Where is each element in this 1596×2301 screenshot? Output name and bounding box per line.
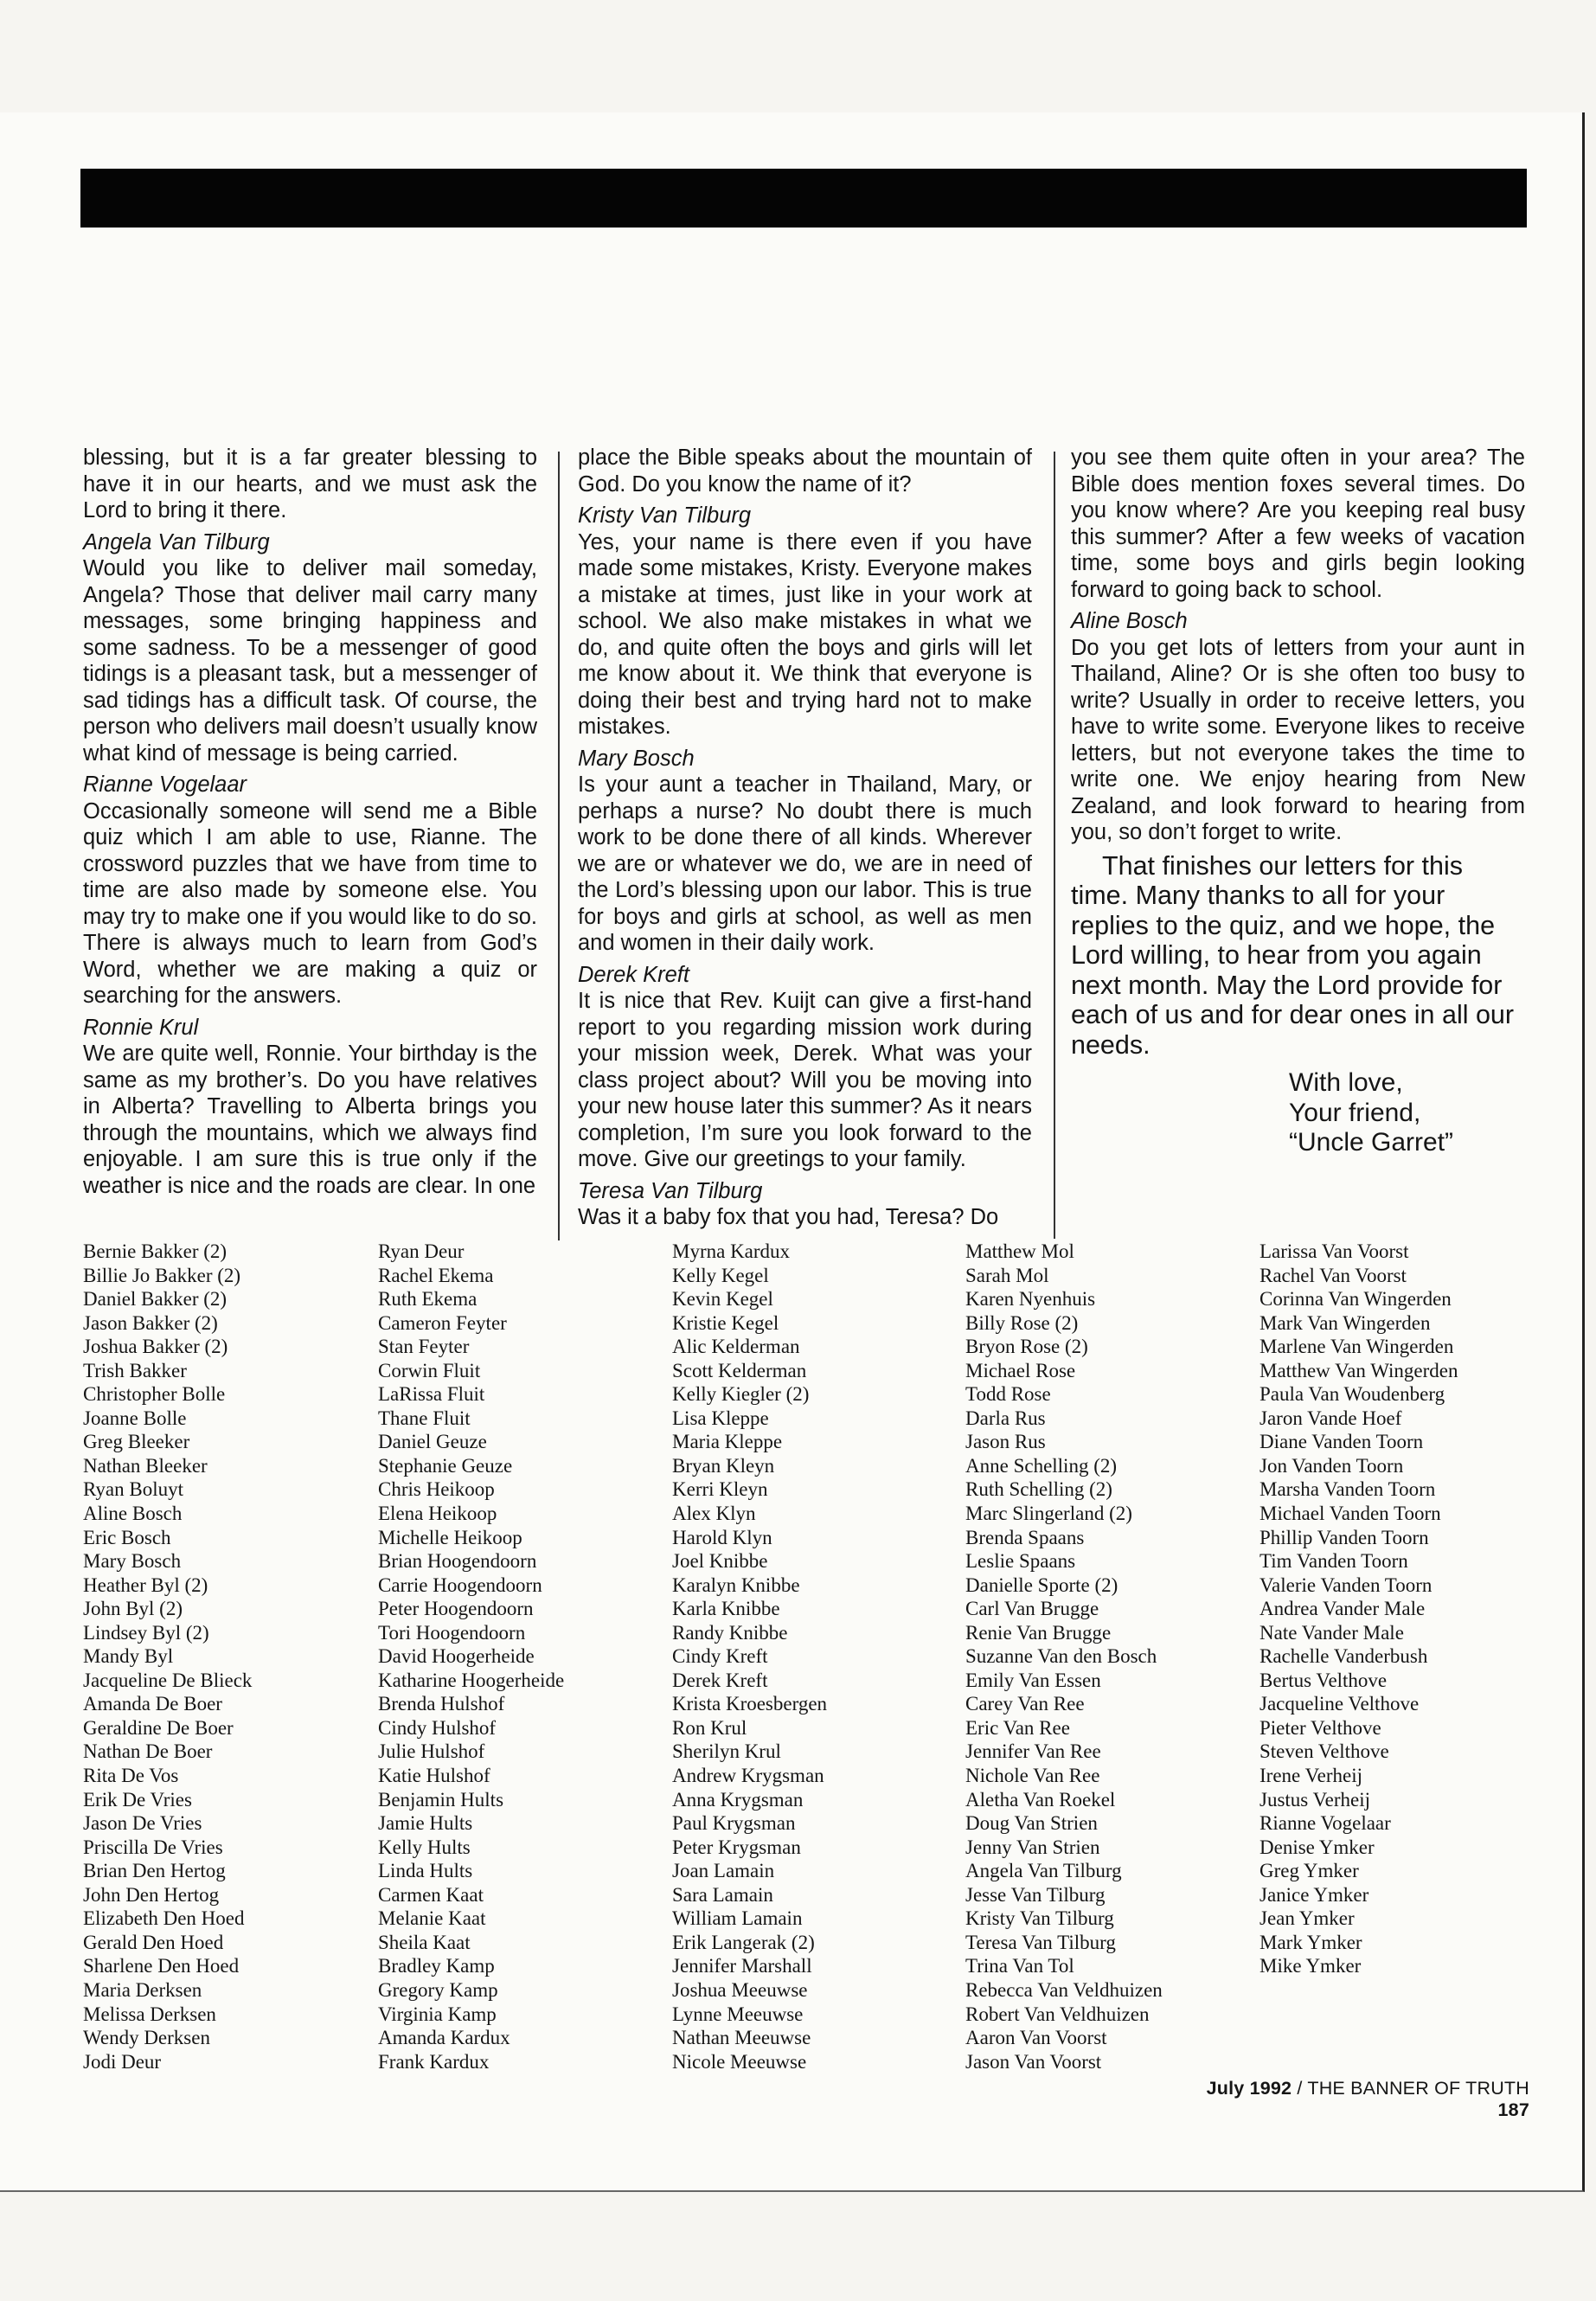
participant-name: Sarah Mol	[965, 1264, 1049, 1286]
participant-name: Rachel Van Voorst	[1259, 1264, 1407, 1286]
participant-name: Stan Feyter	[378, 1336, 470, 1358]
participant-name: Kristie Kegel	[672, 1311, 779, 1334]
participant-name: Joel Knibbe	[672, 1550, 768, 1573]
letter-recipient-name: Teresa Van Tilburg	[578, 1178, 763, 1203]
participant-name: Bradley Kamp	[378, 1955, 495, 1977]
participant-name: Jesse Van Tilburg	[965, 1883, 1106, 1906]
participant-name: Larissa Van Voorst	[1259, 1240, 1409, 1262]
participant-name: Daniel Bakker (2)	[83, 1288, 228, 1311]
participant-name: Kerri Kleyn	[672, 1478, 768, 1501]
participant-name: John Byl (2)	[83, 1598, 183, 1620]
letter-recipient-name: Angela Van Tilburg	[83, 529, 270, 554]
names-column-2	[378, 1240, 672, 2073]
participant-name: Linda Hults	[378, 1860, 473, 1882]
participant-name: Nathan Meeuwse	[672, 2027, 811, 2049]
participant-name: Sharlene Den Hoed	[83, 1955, 240, 1977]
participant-name: Karla Knibbe	[672, 1598, 780, 1620]
letters-column-2	[578, 445, 1032, 1236]
names-column-4	[965, 1240, 1259, 2073]
participant-name: Karalyn Knibbe	[672, 1574, 800, 1596]
participant-name: Jason De Vries	[83, 1812, 202, 1835]
participant-name: Janice Ymker	[1259, 1883, 1369, 1906]
participant-name: Diane Vanden Toorn	[1259, 1431, 1424, 1453]
participant-name: Trina Van Tol	[965, 1955, 1074, 1977]
participant-name: Erik Langerak (2)	[672, 1931, 815, 1953]
publication-name: THE BANNER OF TRUTH	[1307, 2078, 1529, 2099]
letter-recipient-name: Ronnie Krul	[83, 1015, 199, 1040]
participant-name: Todd Rose	[965, 1383, 1051, 1406]
participant-name: Rachelle Vanderbush	[1259, 1645, 1428, 1668]
participant-name: Joshua Meeuwse	[672, 1978, 808, 2001]
participant-name: Katie Hulshof	[378, 1765, 490, 1787]
participant-name: Jodi Deur	[83, 2050, 162, 2073]
participant-name: Eric Bosch	[83, 1526, 171, 1548]
participant-name: Kelly Kiegler (2)	[672, 1383, 810, 1406]
participant-name: Derek Kreft	[672, 1669, 768, 1691]
participant-name: Carrie Hoogendoorn	[378, 1574, 542, 1596]
participant-name: Chris Heikoop	[378, 1478, 495, 1501]
letter-recipient-name: Derek Kreft	[578, 962, 689, 987]
participant-name: Emily Van Essen	[965, 1669, 1101, 1691]
participant-name: Lindsey Byl (2)	[83, 1621, 209, 1644]
participant-name: Greg Ymker	[1259, 1860, 1359, 1882]
participant-name: Virginia Kamp	[378, 2003, 497, 2025]
participant-name: Carmen Kaat	[378, 1883, 484, 1906]
participant-name: Bernie Bakker (2)	[83, 1240, 228, 1262]
participant-name: Nathan Bleeker	[83, 1454, 208, 1477]
participant-name: Phillip Vanden Toorn	[1259, 1526, 1429, 1548]
participant-name: Ryan Deur	[378, 1240, 465, 1262]
participant-name: Suzanne Van den Bosch	[965, 1645, 1157, 1668]
participant-name: Leslie Spaans	[965, 1550, 1076, 1573]
closing-paragraph: That finishes our letters for this time. Many thanks to all for your replies to the quiz, and we hope, the Lord willing, to hear from you again next month. May the Lord provide for each of us and for dear ones in all our needs.	[1071, 850, 1515, 1060]
participant-name: William Lamain	[672, 1907, 803, 1930]
participant-name: Karen Nyenhuis	[965, 1288, 1096, 1311]
participant-name: Maria Derksen	[83, 1978, 202, 2001]
participant-name: Angela Van Tilburg	[965, 1860, 1122, 1882]
participant-name: Jean Ymker	[1259, 1907, 1355, 1930]
participant-name: Corwin Fluit	[378, 1359, 481, 1381]
participant-name: Brian Den Hertog	[83, 1860, 226, 1882]
participant-name: Nate Vander Male	[1259, 1621, 1404, 1644]
participant-name: Bryon Rose (2)	[965, 1336, 1088, 1358]
participant-name: Denise Ymker	[1259, 1836, 1375, 1858]
letter-reply: Would you like to deliver mail someday, Angela? Those that deliver mail carry many messages, some bringing happiness and some sadness. To be a messenger of good tidings is a pleasant task, but a messenger of sad tidings has a difficult task. Of course, the person who delivers mail doesn’t usually know what kind of message is being carried.	[83, 556, 537, 766]
participant-name: Thane Fluit	[378, 1407, 471, 1429]
participant-name: Mary Bosch	[83, 1550, 182, 1573]
participant-name: Erik De Vries	[83, 1788, 192, 1811]
participant-name: Matthew Mol	[965, 1240, 1074, 1262]
participant-name: Cindy Hulshof	[378, 1716, 497, 1739]
participant-name: Cindy Kreft	[672, 1645, 768, 1668]
participant-name: Harold Klyn	[672, 1526, 772, 1548]
participant-name: Amanda De Boer	[83, 1693, 222, 1715]
participant-name: Myrna Kardux	[672, 1240, 791, 1262]
participant-name: Sherilyn Krul	[672, 1740, 781, 1763]
participant-name: Marc Slingerland (2)	[965, 1503, 1132, 1525]
participant-name: Aletha Van Roekel	[965, 1788, 1116, 1811]
participant-name: Gerald Den Hoed	[83, 1931, 224, 1953]
participant-name: Teresa Van Tilburg	[965, 1931, 1116, 1953]
participant-name: Mark Van Wingerden	[1259, 1311, 1431, 1334]
participant-name: Jacqueline De Blieck	[83, 1669, 253, 1691]
participant-name: Daniel Geuze	[378, 1431, 487, 1453]
letter-reply: Is your aunt a teacher in Thailand, Mary, or perhaps a nurse? No doubt there is much work to be done there of all kinds. Wherever we are or whatever we do, we are in need of the Lord’s blessing upon our labor. This is true for boys and girls at school, as well as men and women in their daily work.	[578, 772, 1032, 955]
participant-name: Michael Vanden Toorn	[1259, 1503, 1441, 1525]
participant-name: Stephanie Geuze	[378, 1454, 513, 1477]
participant-name: Jason Rus	[965, 1431, 1046, 1453]
participant-name: Nathan De Boer	[83, 1740, 213, 1763]
participant-name: Marlene Van Wingerden	[1259, 1336, 1454, 1358]
letter-reply: We are quite well, Ronnie. Your birthday is the same as my brother’s. Do you have relatives in Alberta? Travelling to Alberta brings you through the mountains, which we always find enjoyable. I am sure this is true only if the weather is nice and the roads are clear. In one	[83, 1042, 537, 1198]
participant-name: Nicole Meeuwse	[672, 2050, 807, 2073]
participant-name: Peter Hoogendoorn	[378, 1598, 534, 1620]
participant-name: Bryan Kleyn	[672, 1454, 775, 1477]
participant-name: Lynne Meeuwse	[672, 2003, 804, 2025]
letter-reply: Was it a baby fox that you had, Teresa? Do	[578, 1205, 999, 1229]
letter-recipient-name: Rianne Vogelaar	[83, 772, 247, 797]
participant-name: Rita De Vos	[83, 1765, 179, 1787]
letter-recipient-name: Mary Bosch	[578, 746, 695, 771]
participant-name: Billie Jo Bakker (2)	[83, 1264, 241, 1286]
participant-name: Michelle Heikoop	[378, 1526, 522, 1548]
letters-column-3	[1071, 445, 1525, 1158]
participant-name: Wendy Derksen	[83, 2027, 210, 2049]
participant-name: Pieter Velthove	[1259, 1716, 1381, 1739]
letter-recipient-name: Kristy Van Tilburg	[578, 503, 752, 528]
participant-name: Alic Kelderman	[672, 1336, 800, 1358]
signoff-line: “Uncle Garret”	[1289, 1128, 1454, 1157]
participant-name: Mark Ymker	[1259, 1931, 1362, 1953]
participant-name: Benjamin Hults	[378, 1788, 504, 1811]
participant-name: Matthew Van Wingerden	[1259, 1359, 1458, 1381]
participant-name: Paula Van Woudenberg	[1259, 1383, 1445, 1406]
participant-name: Ryan Boluyt	[83, 1478, 183, 1501]
participant-name: Anne Schelling (2)	[965, 1454, 1118, 1477]
issue-date: July 1992	[1206, 2078, 1292, 2099]
letters-column-1	[83, 445, 537, 1204]
footer-separator: /	[1292, 2078, 1308, 2099]
participant-name: Tim Vanden Toorn	[1259, 1550, 1408, 1573]
participant-name: Julie Hulshof	[378, 1740, 485, 1763]
participant-name: Robert Van Veldhuizen	[965, 2003, 1150, 2025]
participant-name: Aaron Van Voorst	[965, 2027, 1107, 2049]
continued-paragraph: blessing, but it is a far greater blessing to have it in our hearts, and we must ask the Lord to bring it there.	[83, 445, 537, 522]
participant-name: Joshua Bakker (2)	[83, 1336, 228, 1358]
participant-name: Jenny Van Strien	[965, 1836, 1100, 1858]
participant-name: Trish Bakker	[83, 1359, 187, 1381]
continued-paragraph: you see them quite often in your area? The Bible does mention foxes several times. Do you know where? Are you keeping real busy this summer? After a few weeks of vacation time, some boys and girls begin looking forward to going back to school.	[1071, 445, 1525, 602]
participant-name: Joanne Bolle	[83, 1407, 187, 1429]
participant-name: Jaron Vande Hoef	[1259, 1407, 1402, 1429]
names-column-1	[83, 1240, 377, 2073]
participant-name: Maria Kleppe	[672, 1431, 783, 1453]
participant-name: Aline Bosch	[83, 1503, 183, 1525]
participant-name: Melissa Derksen	[83, 2003, 216, 2025]
participant-name: Ruth Ekema	[378, 1288, 478, 1311]
participant-name: Kevin Kegel	[672, 1288, 773, 1311]
signoff-line: With love,	[1289, 1068, 1403, 1097]
participant-name: John Den Hertog	[83, 1883, 220, 1906]
participant-name: Danielle Sporte (2)	[965, 1574, 1118, 1596]
participant-name: Scott Kelderman	[672, 1359, 807, 1381]
participant-name: Greg Bleeker	[83, 1431, 190, 1453]
participant-name: Brenda Hulshof	[378, 1693, 505, 1715]
participant-name: Doug Van Strien	[965, 1812, 1098, 1835]
participant-name: Melanie Kaat	[378, 1907, 486, 1930]
participant-name: Michael Rose	[965, 1359, 1076, 1381]
participant-name: Renie Van Brugge	[965, 1621, 1112, 1644]
participant-name: Jason Van Voorst	[965, 2050, 1102, 2073]
participant-name: Brenda Spaans	[965, 1526, 1085, 1548]
participant-name: Christopher Bolle	[83, 1383, 226, 1406]
letter-reply: Occasionally someone will send me a Bible quiz which I am able to use, Rianne. The crossword puzzles that we have from time to time are also made by someone else. You may try to make one if you would like to do so. There is always much to learn from God’s Word, whether we are making a quiz or searching for the answers.	[83, 798, 537, 1008]
participant-name: Jennifer Marshall	[672, 1955, 812, 1977]
participant-name: Andrew Krygsman	[672, 1765, 824, 1787]
participant-name: Sheila Kaat	[378, 1931, 471, 1953]
participant-name: Amanda Kardux	[378, 2027, 510, 2049]
participant-name: Sara Lamain	[672, 1883, 773, 1906]
names-column-5	[1259, 1240, 1554, 1978]
participant-name: Carl Van Brugge	[965, 1598, 1099, 1620]
participant-name: Ron Krul	[672, 1716, 747, 1739]
participant-name: Jason Bakker (2)	[83, 1311, 218, 1334]
participant-name: Randy Knibbe	[672, 1621, 788, 1644]
participant-name: Kelly Kegel	[672, 1264, 769, 1286]
participant-name: Jacqueline Velthove	[1259, 1693, 1420, 1715]
participant-name: LaRissa Fluit	[378, 1383, 485, 1406]
participant-name: Heather Byl (2)	[83, 1574, 208, 1596]
participant-name: Alex Klyn	[672, 1503, 756, 1525]
letter-recipient-name: Aline Bosch	[1071, 609, 1188, 633]
participant-name: Mandy Byl	[83, 1645, 174, 1668]
participant-name: Eric Van Ree	[965, 1716, 1070, 1739]
letter-reply: It is nice that Rev. Kuijt can give a first-hand report to you regarding mission work during your mission week, Derek. What was your class project about? Will you be moving into your new house later this summer? As it nears completion, I’m sure you look forward to the move. Give our greetings to your family.	[578, 989, 1032, 1171]
participant-name: Kristy Van Tilburg	[965, 1907, 1114, 1930]
participant-name: Tori Hoogendoorn	[378, 1621, 526, 1644]
signoff-line: Your friend,	[1289, 1098, 1421, 1127]
participant-name: Marsha Vanden Toorn	[1259, 1478, 1436, 1501]
participant-name: Corinna Van Wingerden	[1259, 1288, 1452, 1311]
participant-name: Nichole Van Ree	[965, 1765, 1100, 1787]
participant-name: Billy Rose (2)	[965, 1311, 1079, 1334]
participant-name: Geraldine De Boer	[83, 1716, 234, 1739]
participant-name: Elizabeth Den Hoed	[83, 1907, 245, 1930]
participant-name: Andrea Vander Male	[1259, 1598, 1426, 1620]
participant-name: Bertus Velthove	[1259, 1669, 1388, 1691]
column-rule	[558, 452, 560, 1240]
participant-name: Katharine Hoogerheide	[378, 1669, 565, 1691]
participant-name: David Hoogerheide	[378, 1645, 535, 1668]
participant-name: Justus Verheij	[1259, 1788, 1370, 1811]
participant-name: Jon Vanden Toorn	[1259, 1454, 1404, 1477]
participant-name: Jamie Hults	[378, 1812, 473, 1835]
participant-name: Darla Rus	[965, 1407, 1046, 1429]
names-column-3	[672, 1240, 966, 2073]
letter-reply: Yes, your name is there even if you have made some mistakes, Kristy. Everyone makes a mistake at times, just like in your work at school. We also make mistakes in what we do, and quite often the boys and girls will let me know about it. We think that everyone is doing their best and trying hard not to make mistakes.	[578, 529, 1032, 739]
participant-name: Gregory Kamp	[378, 1978, 498, 2001]
participant-name: Cameron Feyter	[378, 1311, 507, 1334]
header-bar	[80, 169, 1527, 228]
participant-name: Mike Ymker	[1259, 1955, 1362, 1977]
participant-name: Joan Lamain	[672, 1860, 775, 1882]
participant-name: Priscilla De Vries	[83, 1836, 223, 1858]
participant-name: Rachel Ekema	[378, 1264, 494, 1286]
continued-paragraph: place the Bible speaks about the mountain of God. Do you know the name of it?	[578, 445, 1032, 497]
participant-name: Valerie Vanden Toorn	[1259, 1574, 1433, 1596]
participant-name: Anna Krygsman	[672, 1788, 804, 1811]
participant-name: Jennifer Van Ree	[965, 1740, 1101, 1763]
participant-name: Krista Kroesbergen	[672, 1693, 828, 1715]
participant-name: Peter Krygsman	[672, 1836, 801, 1858]
participant-name: Carey Van Ree	[965, 1693, 1085, 1715]
column-rule	[1054, 452, 1055, 1239]
participant-name: Ruth Schelling (2)	[965, 1478, 1112, 1501]
participant-name: Steven Velthove	[1259, 1740, 1389, 1763]
participant-name: Paul Krygsman	[672, 1812, 796, 1835]
participant-name: Frank Kardux	[378, 2050, 490, 2073]
participant-name: Kelly Hults	[378, 1836, 471, 1858]
page-footer	[1192, 2078, 1529, 2121]
participant-name: Elena Heikoop	[378, 1503, 497, 1525]
participant-name: Brian Hoogendoorn	[378, 1550, 537, 1573]
participant-name: Lisa Kleppe	[672, 1407, 769, 1429]
participant-name: Rebecca Van Veldhuizen	[965, 1978, 1163, 2001]
letter-reply: Do you get lots of letters from your aunt in Thailand, Aline? Or is she often too busy to write? Usually in order to receive letters, you have to write some. Everyone likes to receive letters, but not everyone takes the time to write one. We enjoy hearing from New Zealand, and look forward to hearing from you, so don’t forget to write.	[1071, 635, 1525, 844]
participant-name: Rianne Vogelaar	[1259, 1812, 1391, 1835]
participant-name: Irene Verheij	[1259, 1765, 1362, 1787]
page-number: 187	[1497, 2099, 1529, 2120]
signoff	[1289, 1068, 1525, 1158]
